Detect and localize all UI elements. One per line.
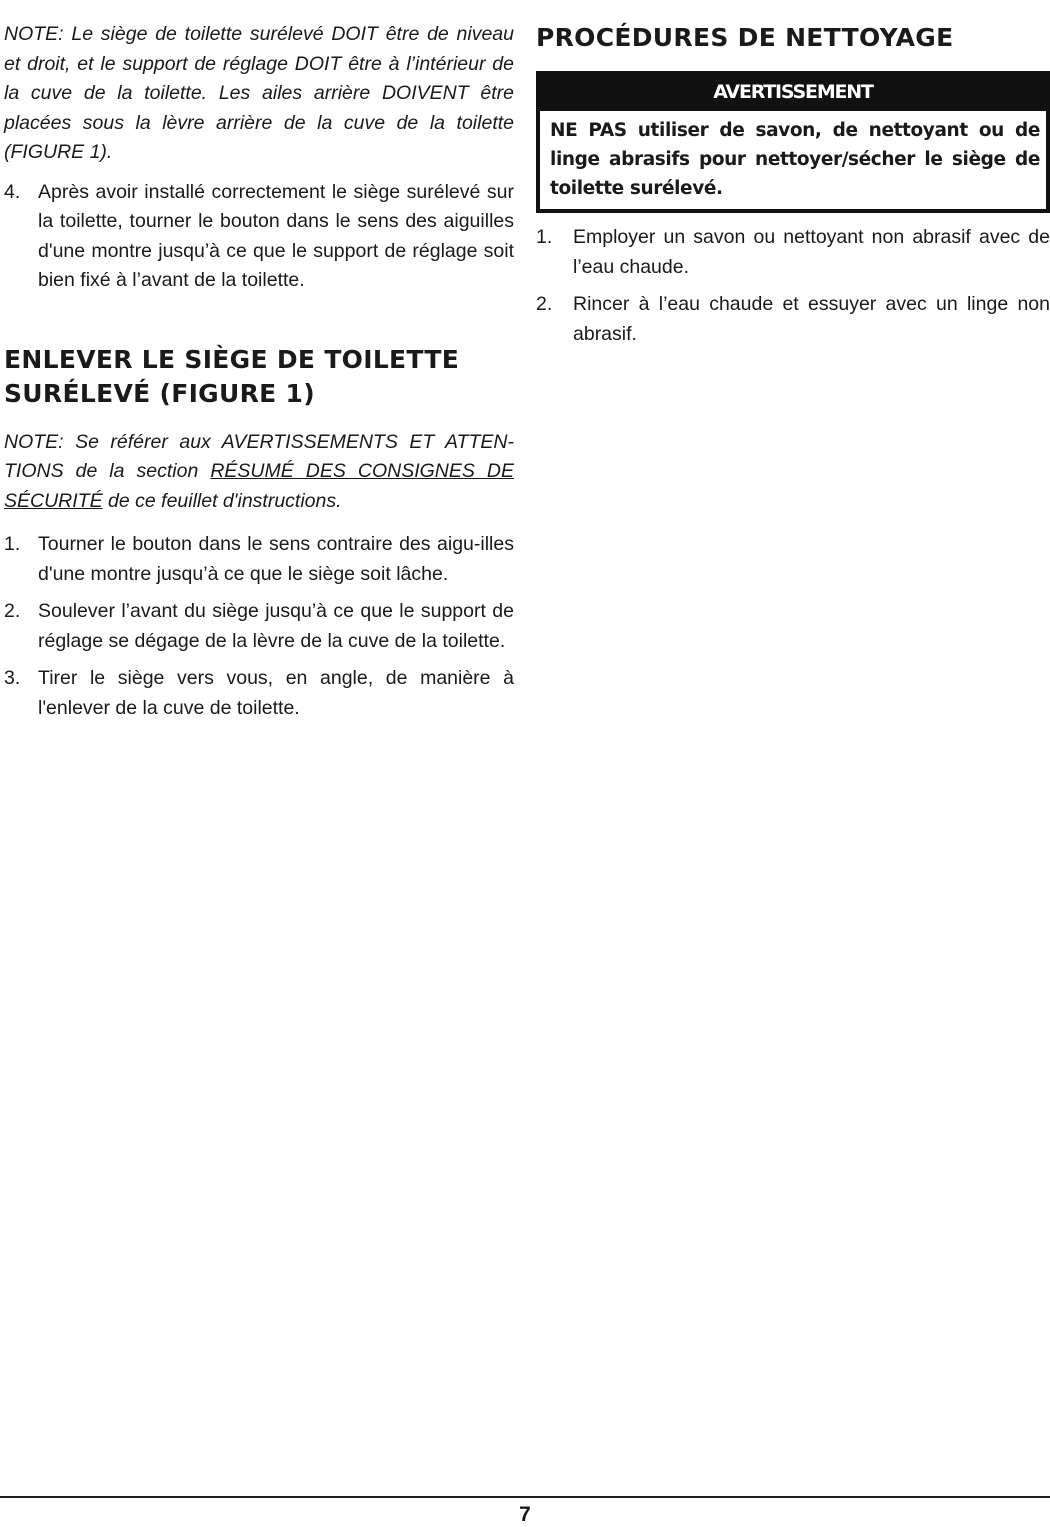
list-item bbox=[4, 597, 514, 656]
section-heading-remove-seat bbox=[4, 343, 514, 411]
step-text: Soulever l’avant du siège jusqu’à ce que le support de réglage se dégage de la lèvre de la cuve de la toilette. bbox=[38, 600, 514, 652]
step-text: Rincer à l’eau chaude et essuyer avec un linge non abrasif. bbox=[573, 293, 1050, 345]
page-number: 7 bbox=[519, 1503, 531, 1526]
heading-line-1: ENLEVER LE SIÈGE DE TOILETTE bbox=[4, 344, 460, 374]
left-column bbox=[4, 0, 514, 723]
step-number: 2. bbox=[4, 600, 21, 622]
step-text: Employer un savon ou nettoyant non abrasif avec de l’eau chaude. bbox=[573, 226, 1050, 278]
cleaning-steps bbox=[536, 223, 1050, 349]
step-number: 1. bbox=[536, 226, 553, 248]
heading-line-2: SURÉLEVÉ (FIGURE 1) bbox=[4, 378, 315, 408]
note-text-end: de ce feuillet d'instructions. bbox=[102, 489, 342, 512]
list-item bbox=[536, 290, 1050, 349]
section-heading-cleaning: PROCÉDURES DE NETTOYAGE bbox=[536, 23, 954, 52]
step-number: 1. bbox=[4, 533, 21, 555]
list-item bbox=[4, 530, 514, 589]
warning-box bbox=[536, 71, 1050, 213]
removal-steps bbox=[4, 530, 514, 723]
step-text: Tirer le siège vers vous, en angle, de manière à l'enlever de la cuve de toilette. bbox=[38, 667, 514, 719]
step-number: 4. bbox=[4, 180, 21, 203]
step-number: 2. bbox=[536, 293, 553, 315]
installation-steps bbox=[4, 178, 514, 296]
list-item bbox=[4, 664, 514, 723]
warning-title: AVERTISSEMENT bbox=[713, 81, 873, 103]
safety-summary-reference: RÉSUMÉ DES CONSIGNES DE SÉCURITÉ bbox=[4, 460, 514, 512]
note-text-start: NOTE: Se référer aux AVERTISSEMENTS ET ATTEN-TIONS de la section bbox=[4, 430, 514, 482]
step-text: Après avoir installé correctement le siège surélevé sur la toilette, tourner le bouton dans le sens des aiguilles d'une montre jusqu’à ce que le support de réglage soit bien fixé à l’avant de la toilette. bbox=[38, 180, 514, 291]
list-item bbox=[4, 178, 514, 296]
installation-note: NOTE: Le siège de toilette surélevé DOIT être de niveau et droit, et le support de réglage DOIT être à l’intérieur de la cuve de la toilette. Les ailes arrière DOIVENT être placées sous la lèvre arrière de la cuve de la toilette (FIGURE 1). bbox=[4, 23, 514, 163]
right-column bbox=[536, 0, 1050, 349]
step-text: Tourner le bouton dans le sens contraire des aigu-illes d'une montre jusqu’à ce que le siège soit lâche. bbox=[38, 533, 514, 585]
list-item bbox=[536, 223, 1050, 282]
footer-divider bbox=[0, 1496, 1050, 1498]
warning-body: NE PAS utiliser de savon, de nettoyant ou de linge abrasifs pour nettoyer/sécher le siège de toilette surélevé. bbox=[540, 111, 1046, 209]
step-number: 3. bbox=[4, 667, 21, 689]
safety-reference-note bbox=[4, 428, 514, 517]
